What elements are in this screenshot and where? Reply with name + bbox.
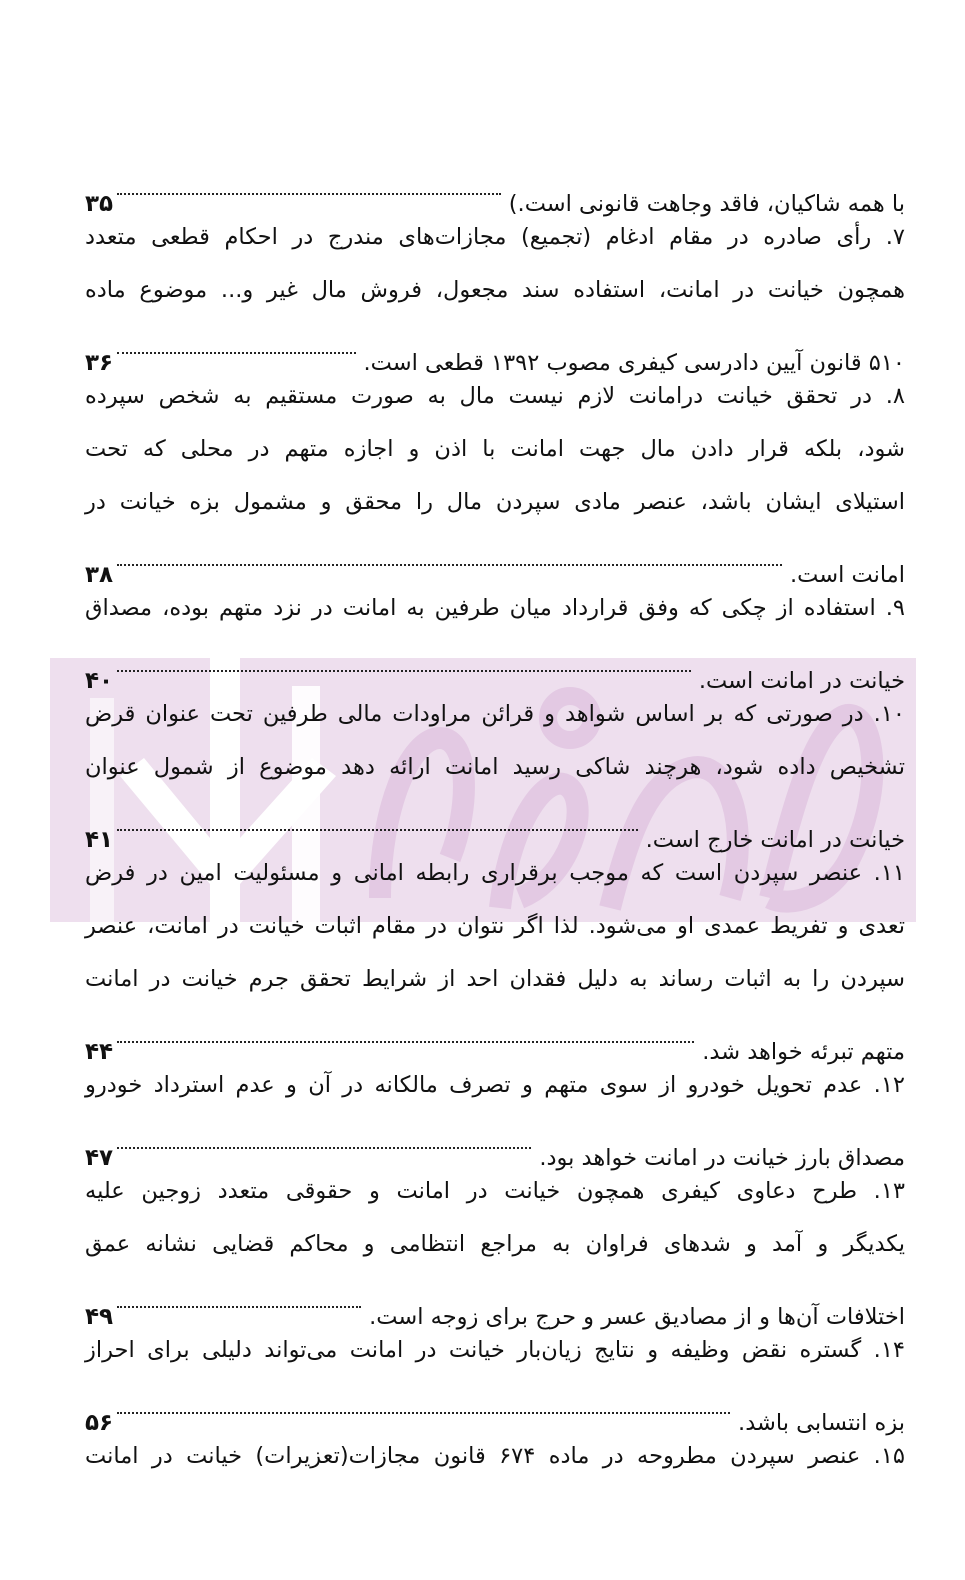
toc-entry-line bbox=[85, 953, 905, 1006]
toc-entry-end[interactable] bbox=[85, 1112, 905, 1171]
leader-dots bbox=[117, 1271, 361, 1324]
toc-entry-text: تعدی و تفریط عمدی او می‌شود. لذا اگر نتوان در مقام اثبات خیانت در امانت، عنصر bbox=[85, 913, 905, 939]
toc-entry-text: همچون خیانت در امانت، استفاده سند مجعول، فروش مال غیر و... موضوع ماده bbox=[85, 277, 905, 303]
toc-entry-text: یکدیگر و آمد و شدهای فراوان به مراجع انتظامی و محاکم قضایی نشانه عمق bbox=[85, 1231, 905, 1257]
toc-entry-text: ۱۲. عدم تحویل خودرو از سوی متهم و تصرف مالکانه در آن و عدم استرداد خودرو bbox=[85, 1072, 905, 1098]
toc-entry-text: ۱۵. عنصر سپردن مطروحه در ماده ۶۷۴ قانون مجازات(تعزیرات) خیانت در امانت bbox=[85, 1443, 905, 1469]
toc-entry-text: ۸. در تحقق خیانت درامانت لازم نیست مال به صورت مستقیم به شخص سپرده bbox=[85, 383, 905, 409]
toc-entry-line bbox=[85, 264, 905, 317]
toc-entry-text: سپردن را به اثبات رساند به دلیل فقدان احد از شرایط تحقق جرم خیانت در امانت bbox=[85, 966, 905, 992]
leader-dots bbox=[117, 529, 782, 582]
toc-entry-text: مصداق بارز خیانت در امانت خواهد بود. bbox=[539, 1145, 905, 1171]
toc-entry-line bbox=[85, 741, 905, 794]
toc-entry-line bbox=[85, 1059, 905, 1112]
toc-entry-end[interactable] bbox=[85, 529, 905, 588]
page-number: ۴۴ bbox=[85, 1039, 114, 1065]
toc-page bbox=[85, 158, 905, 1483]
toc-entry-end[interactable] bbox=[85, 317, 905, 376]
page-number: ۴۹ bbox=[85, 1304, 114, 1330]
toc-entry-line bbox=[85, 1324, 905, 1377]
page-number: ۳۸ bbox=[85, 562, 114, 588]
toc-entry-line bbox=[85, 476, 905, 529]
page-number: ۳۵ bbox=[85, 191, 114, 217]
leader-dots bbox=[117, 158, 501, 211]
toc-entry-text: ۷. رأی صادره در مقام ادغام (تجمیع) مجازات‌های مندرج در احکام قطعی متعدد bbox=[85, 224, 905, 250]
toc-entry-end[interactable] bbox=[85, 1377, 905, 1436]
toc-entry-line bbox=[85, 211, 905, 264]
page-number: ۴۱ bbox=[85, 827, 114, 853]
page-number: ۳۶ bbox=[85, 350, 114, 376]
toc-entry-end[interactable] bbox=[85, 158, 905, 217]
leader-dots bbox=[117, 1377, 730, 1430]
leader-dots bbox=[117, 794, 638, 847]
leader-dots bbox=[117, 1006, 694, 1059]
leader-dots bbox=[117, 635, 691, 688]
toc-entry-text: اختلافات آن‌ها و از مصادیق عسر و حرج برای زوجه است. bbox=[369, 1304, 905, 1330]
toc-entry-line bbox=[85, 847, 905, 900]
page-number: ۴۰ bbox=[85, 668, 114, 694]
page-number: ۵۶ bbox=[85, 1410, 114, 1436]
toc-entry-text: ۱۰. در صورتی که بر اساس شواهد و قرائن مراودات مالی طرفین تحت عنوان قرض bbox=[85, 701, 905, 727]
toc-entry-end[interactable] bbox=[85, 794, 905, 853]
toc-entry-line bbox=[85, 1218, 905, 1271]
toc-entry-text: امانت است. bbox=[789, 562, 905, 588]
toc-entry-line bbox=[85, 423, 905, 476]
page-number: ۴۷ bbox=[85, 1145, 114, 1171]
toc-entry-line bbox=[85, 370, 905, 423]
leader-dots bbox=[117, 317, 355, 370]
toc-entry-text: ۱۳. طرح دعاوی کیفری همچون خیانت در امانت و حقوقی متعدد زوجین علیه bbox=[85, 1178, 905, 1204]
toc-entry-line bbox=[85, 1430, 905, 1483]
toc-entry-text: تشخیص داده شود، هرچند شاکی رسید امانت ارائه دهد موضوع از شمول عنوان bbox=[85, 754, 905, 780]
toc-entry-text: ۱۴. گستره نقض وظیفه و نتایج زیان‌بار خیانت در امانت می‌تواند دلیلی برای احراز bbox=[85, 1337, 905, 1363]
toc-entry-end[interactable] bbox=[85, 1006, 905, 1065]
toc-entry-text: استیلای ایشان باشد، عنصر مادی سپردن مال را محقق و مشمول بزه خیانت در bbox=[85, 489, 905, 515]
toc-entry-end[interactable] bbox=[85, 1271, 905, 1330]
toc-entry-text: متهم تبرئه خواهد شد. bbox=[702, 1039, 905, 1065]
toc-entry-text: با همه شاکیان، فاقد وجاهت قانونی است.) bbox=[508, 191, 905, 217]
toc-entry-end[interactable] bbox=[85, 635, 905, 694]
toc-entry-text: خیانت در امانت است. bbox=[698, 668, 905, 694]
toc-entry-text: شود، بلکه قرار دادن مال جهت امانت با اذن و اجازه متهم در محلی که تحت bbox=[85, 436, 905, 462]
leader-dots bbox=[117, 1112, 531, 1165]
toc-entry-line bbox=[85, 582, 905, 635]
toc-entry-text: خیانت در امانت خارج است. bbox=[645, 827, 905, 853]
toc-entry-text: ۹. استفاده از چکی که وفق قرارداد میان طرفین به امانت در نزد متهم بوده، مصداق bbox=[85, 595, 905, 621]
toc-entry-text: ۱۱. عنصر سپردن است که موجب برقراری رابطه امانی و مسئولیت امین در فرض bbox=[85, 860, 905, 886]
toc-entry-text: بزه انتسابی باشد. bbox=[738, 1410, 905, 1436]
toc-entry-text: ۵۱۰ قانون آیین دادرسی کیفری مصوب ۱۳۹۲ قطعی است. bbox=[363, 350, 905, 376]
toc-entry-line bbox=[85, 1165, 905, 1218]
toc-entry-line bbox=[85, 688, 905, 741]
toc-entry-line bbox=[85, 900, 905, 953]
